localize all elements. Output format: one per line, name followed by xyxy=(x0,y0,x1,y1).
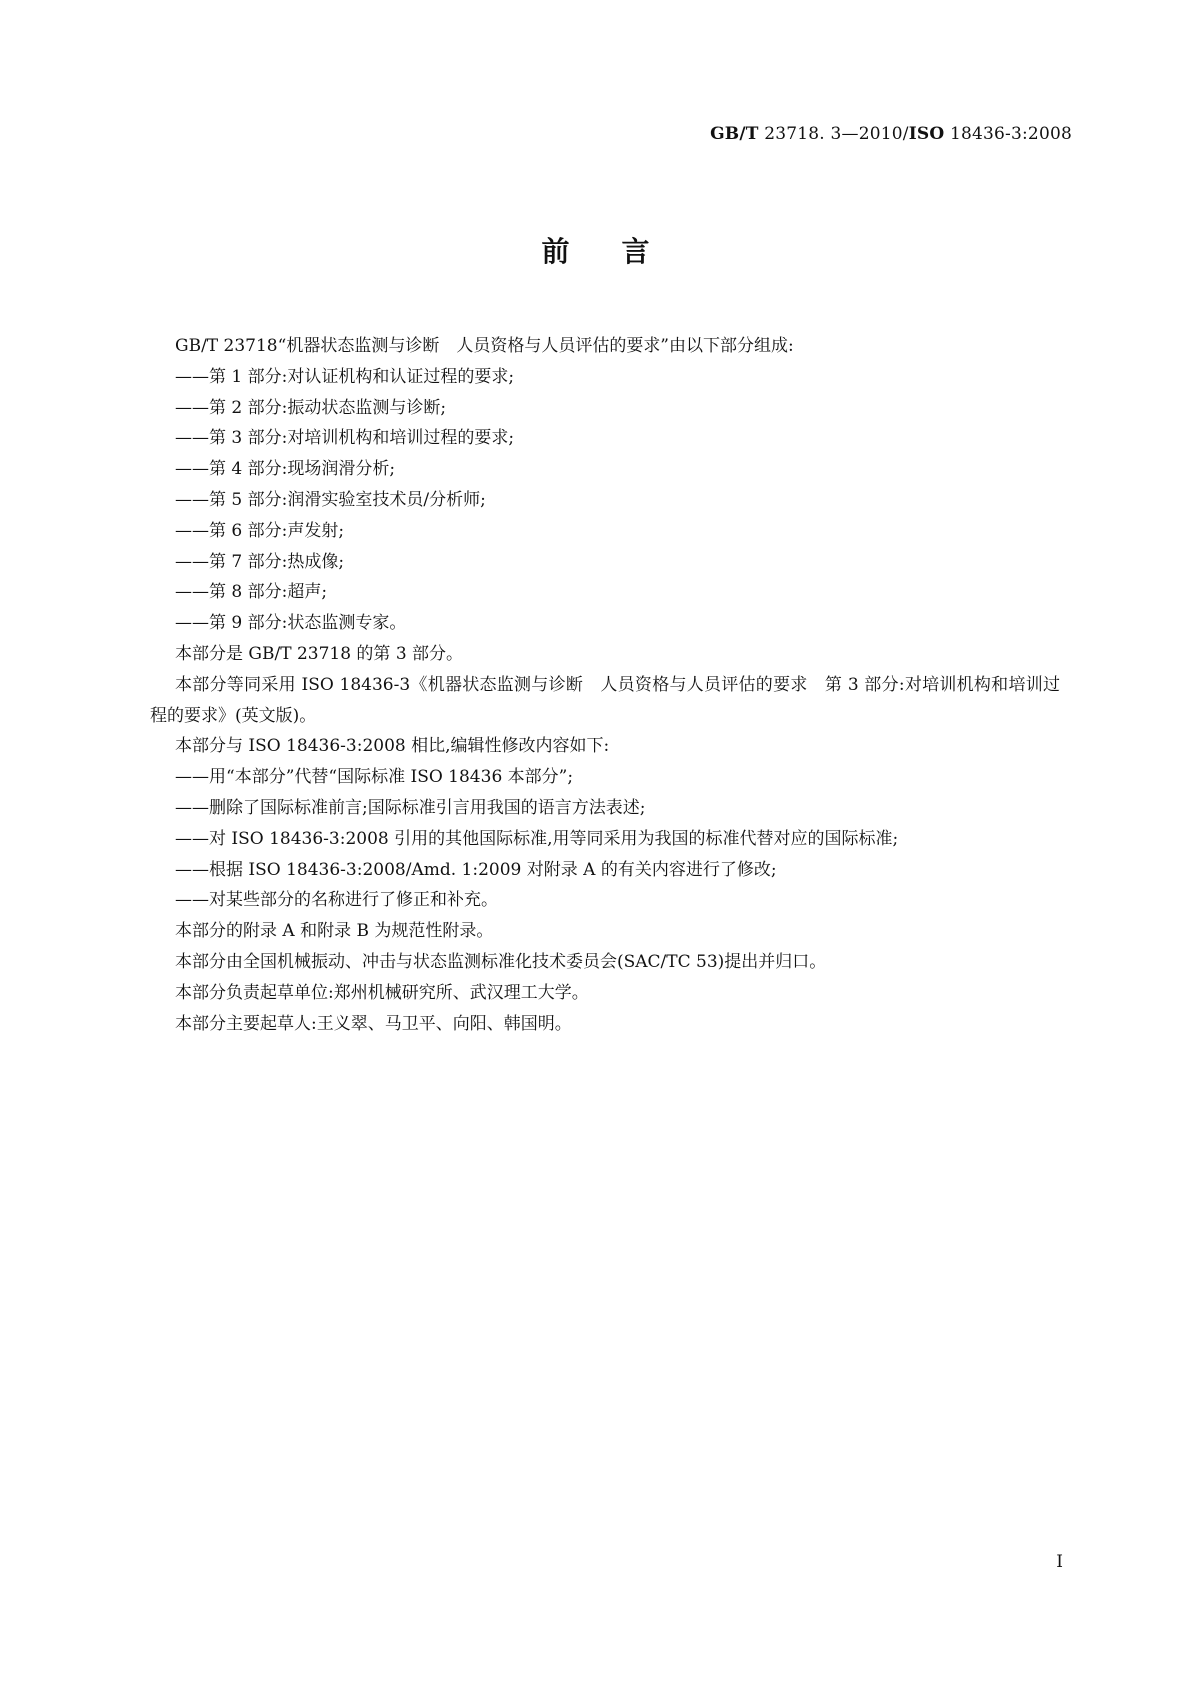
list-item-part-5: ——第 5 部分:润滑实验室技术员/分析师; xyxy=(175,489,486,510)
list-item-part-3: ——第 3 部分:对培训机构和培训过程的要求; xyxy=(175,428,515,449)
list-item-modification-2: ——删除了国际标准前言;国际标准引言用我国的语言方法表述; xyxy=(175,797,646,818)
page-title: 前言 xyxy=(541,235,702,268)
page-number: I xyxy=(1056,1552,1063,1572)
list-item-part-1: ——第 1 部分:对认证机构和认证过程的要求; xyxy=(175,366,515,387)
list-item-modification-4: ——根据 ISO 18436-3:2008/Amd. 1:2009 对附录 A 的有关内容进行了修改; xyxy=(175,859,777,880)
list-item-modification-5: ——对某些部分的名称进行了修正和补充。 xyxy=(175,890,498,911)
list-item-part-4: ——第 4 部分:现场润滑分析; xyxy=(175,459,396,480)
list-item-part-2: ——第 2 部分:振动状态监测与诊断; xyxy=(175,397,447,418)
paragraph-adoption: 本部分等同采用 ISO 18436-3《机器状态监测与诊断 人员资格与人员评估的要求 第 3 部分:对培训机构和培训过程的要求》(英文版)。 xyxy=(150,674,1060,726)
document-header xyxy=(710,124,1072,144)
list-item-modification-1: ——用“本部分”代替“国际标准 ISO 18436 本部分”; xyxy=(175,767,574,788)
paragraph-proposer: 本部分由全国机械振动、冲击与状态监测标准化技术委员会(SAC/TC 53)提出并归口。 xyxy=(175,951,827,972)
paragraph-intro: GB/T 23718“机器状态监测与诊断 人员资格与人员评估的要求”由以下部分组成: xyxy=(175,336,794,356)
paragraph-part-statement: 本部分是 GB/T 23718 的第 3 部分。 xyxy=(175,643,464,664)
document-body xyxy=(150,331,1060,1039)
list-item-modification-3: ——对 ISO 18436-3:2008 引用的其他国际标准,用等同采用为我国的标准代替对应的国际标准; xyxy=(175,828,899,849)
list-item-part-6: ——第 6 部分:声发射; xyxy=(175,520,345,541)
paragraph-modifications: 本部分与 ISO 18436-3:2008 相比,编辑性修改内容如下: xyxy=(175,736,610,757)
header-iso-number: 18436-3:2008 xyxy=(944,124,1072,144)
list-item-part-7: ——第 7 部分:热成像; xyxy=(175,551,345,572)
paragraph-drafting-units: 本部分负责起草单位:郑州机械研究所、武汉理工大学。 xyxy=(175,982,589,1003)
paragraph-drafters: 本部分主要起草人:王义翠、马卫平、向阳、韩国明。 xyxy=(175,1013,572,1034)
paragraph-annexes: 本部分的附录 A 和附录 B 为规范性附录。 xyxy=(175,921,494,942)
header-gbt-number: 23718. 3—2010/ xyxy=(758,124,909,144)
list-item-part-8: ——第 8 部分:超声; xyxy=(175,582,328,603)
list-item-part-9: ——第 9 部分:状态监测专家。 xyxy=(175,613,407,634)
header-gbt-prefix: GB/T xyxy=(710,124,759,144)
header-iso-prefix: ISO xyxy=(908,124,945,144)
